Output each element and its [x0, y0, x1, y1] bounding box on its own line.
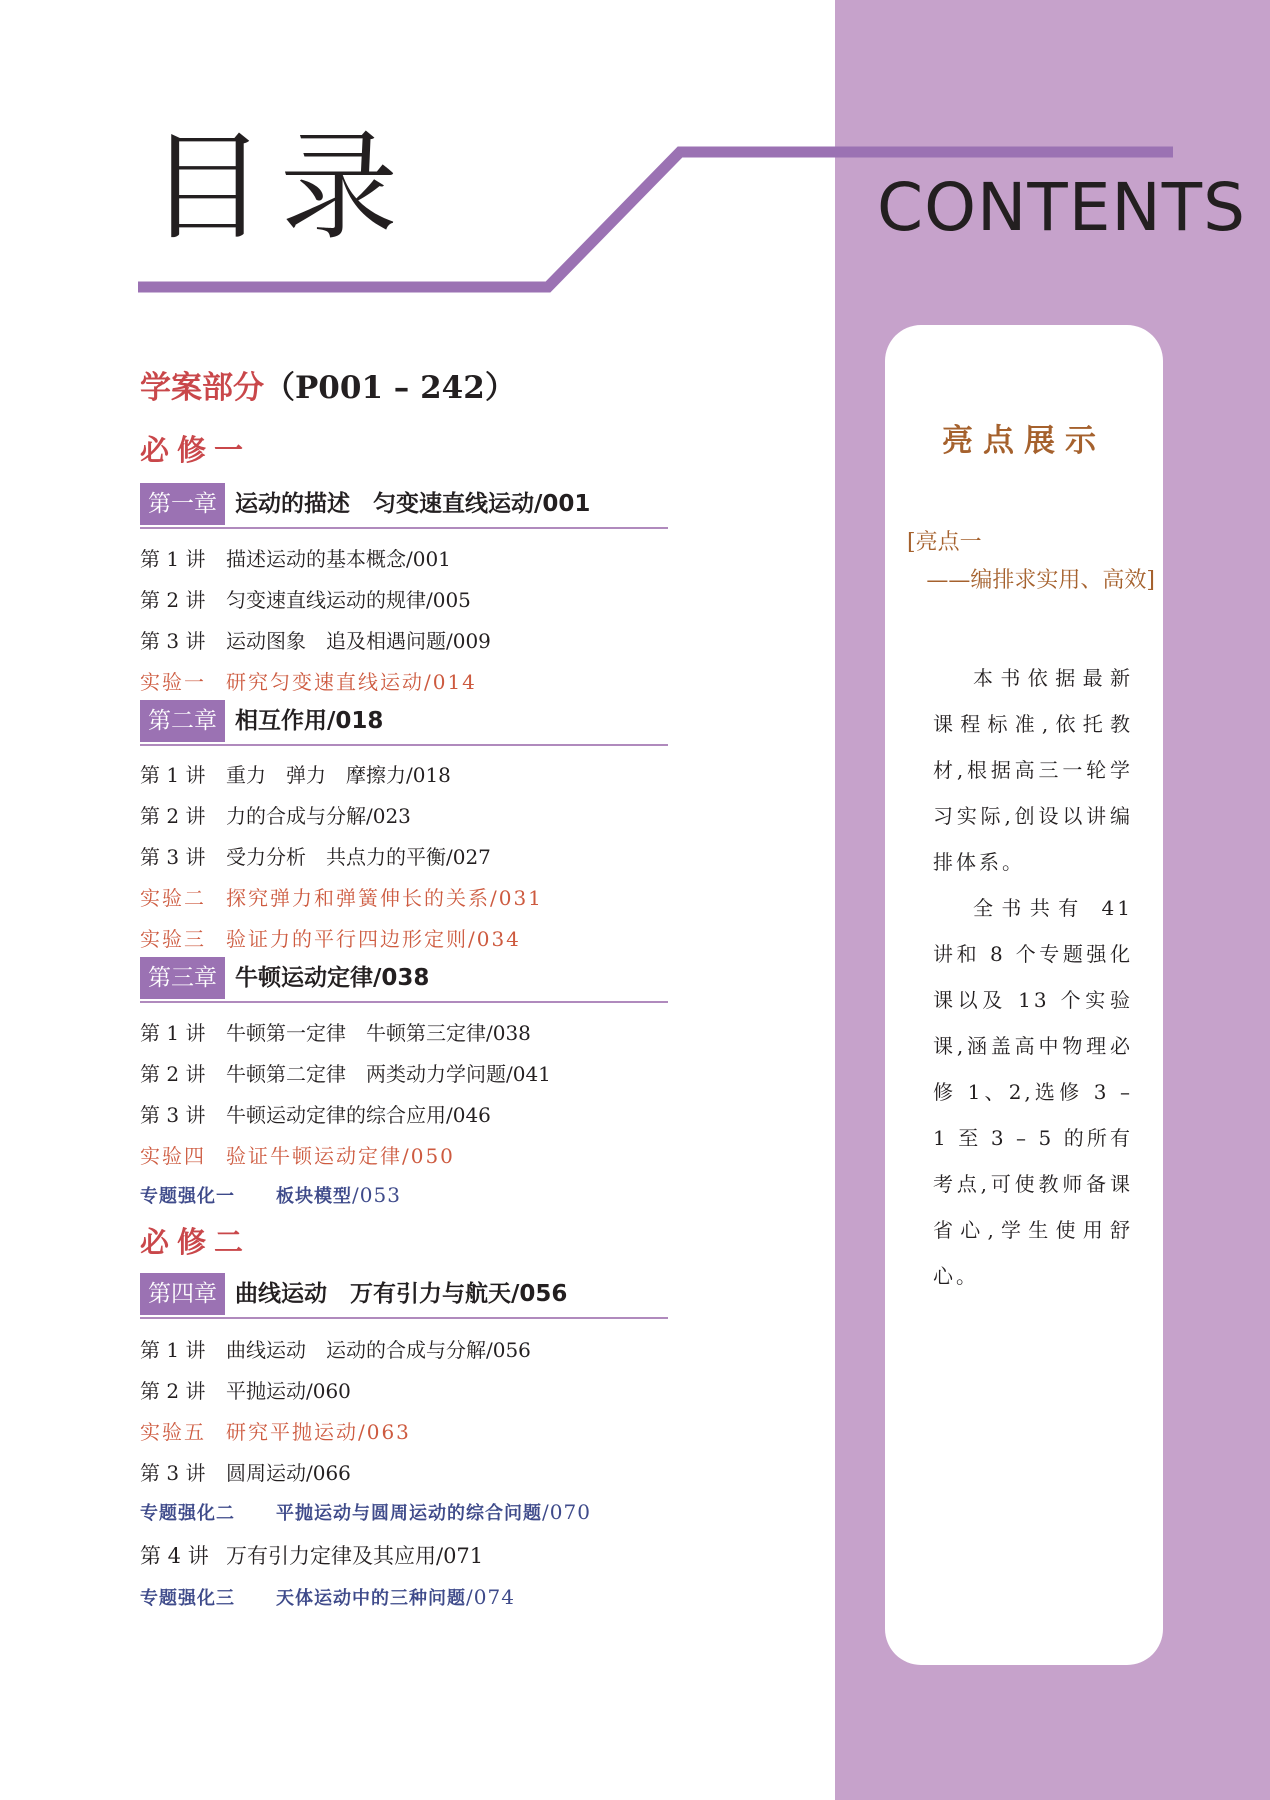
- chapter-heading[interactable]: [140, 1273, 668, 1319]
- entry-text: 运动图象 追及相遇问题/009: [226, 629, 491, 653]
- highlight-subtitle-2: ——编排求实用、高效]: [926, 568, 1155, 593]
- entry-label: 第 2 讲: [140, 588, 206, 612]
- module-heading: 必修一: [140, 433, 252, 467]
- entry-page: /074: [466, 1585, 515, 1609]
- part-name: 学案部分: [140, 370, 264, 406]
- toc-entry[interactable]: [140, 759, 451, 788]
- entry-text: 天体运动中的三种问题: [276, 1588, 466, 1609]
- highlight-paragraph: 本书依据最新课程标准,依托教材,根据高三一轮学习实际,创设以讲编排体系。: [933, 666, 1133, 874]
- highlight-body: [933, 655, 1133, 1299]
- part-heading: [140, 362, 516, 407]
- entry-text: 牛顿第一定律 牛顿第三定律/038: [226, 1021, 531, 1045]
- entry-label: 第 1 讲: [140, 1338, 206, 1362]
- entry-page: /053: [352, 1183, 401, 1207]
- special-topic-entry[interactable]: [140, 1584, 515, 1610]
- entry-text: 重力 弹力 摩擦力/018: [226, 763, 451, 787]
- entry-text: 平抛运动与圆周运动的综合问题: [276, 1503, 542, 1524]
- entry-label: 第 2 讲: [140, 1062, 206, 1086]
- entry-label: 第 1 讲: [140, 763, 206, 787]
- entry-text: 探究弹力和弹簧伸长的关系/031: [226, 886, 543, 910]
- toc-entry[interactable]: [140, 1457, 351, 1486]
- toc-entry[interactable]: [140, 625, 491, 654]
- entry-label: 第 3 讲: [140, 1103, 206, 1127]
- experiment-entry[interactable]: [140, 882, 543, 911]
- entry-label: 专题强化一: [140, 1186, 235, 1207]
- entry-label: 第 3 讲: [140, 629, 206, 653]
- entry-label: 专题强化三: [140, 1588, 235, 1609]
- highlight-title: 亮点展示: [942, 423, 1106, 459]
- toc-entry[interactable]: [140, 1540, 483, 1570]
- entry-text: 万有引力定律及其应用/071: [226, 1544, 484, 1568]
- entry-label: 第 2 讲: [140, 804, 206, 828]
- module-heading: 必修二: [140, 1225, 252, 1259]
- highlight-subtitle-1: [亮点一: [907, 530, 982, 555]
- highlight-panel: [885, 325, 1163, 1665]
- entry-text: 曲线运动 运动的合成与分解/056: [226, 1338, 531, 1362]
- chapter-heading[interactable]: [140, 700, 668, 746]
- entry-text: 受力分析 共点力的平衡/027: [226, 845, 491, 869]
- chapter-title: 牛顿运动定律/038: [235, 965, 430, 991]
- entry-text: 平抛运动/060: [226, 1379, 351, 1403]
- entry-label: 专题强化二: [140, 1503, 235, 1524]
- entry-text: 验证牛顿运动定律/050: [226, 1144, 455, 1168]
- entry-text: 圆周运动/066: [226, 1461, 351, 1485]
- entry-text: 牛顿运动定律的综合应用/046: [226, 1103, 491, 1127]
- experiment-entry[interactable]: [140, 923, 521, 952]
- entry-text: 匀变速直线运动的规律/005: [226, 588, 471, 612]
- special-topic-entry[interactable]: [140, 1182, 401, 1208]
- entry-text: 板块模型: [276, 1186, 352, 1207]
- toc-entry[interactable]: [140, 584, 471, 613]
- toc-entry[interactable]: [140, 543, 451, 572]
- chapter-title: 曲线运动 万有引力与航天/056: [235, 1281, 568, 1307]
- entry-label: 实验四: [140, 1144, 206, 1168]
- entry-text: 验证力的平行四边形定则/034: [226, 927, 521, 951]
- entry-label: 第 1 讲: [140, 547, 206, 571]
- entry-label: 第 3 讲: [140, 845, 206, 869]
- chapter-tag: 第四章: [140, 1273, 225, 1315]
- chapter-tag: 第三章: [140, 957, 225, 999]
- chapter-heading[interactable]: [140, 957, 668, 1003]
- chapter-heading[interactable]: [140, 483, 668, 529]
- experiment-entry[interactable]: [140, 1416, 411, 1445]
- entry-text: 牛顿第二定律 两类动力学问题/041: [226, 1062, 551, 1086]
- chapter-tag: 第一章: [140, 483, 225, 525]
- entry-page: /070: [542, 1500, 591, 1524]
- entry-label: 实验三: [140, 927, 206, 951]
- toc-entry[interactable]: [140, 1058, 551, 1087]
- entry-label: 第 2 讲: [140, 1379, 206, 1403]
- toc-entry[interactable]: [140, 1375, 351, 1404]
- part-range: （P001 – 242）: [264, 370, 516, 406]
- page-title: 目录: [148, 118, 413, 256]
- toc-entry[interactable]: [140, 1099, 491, 1128]
- experiment-entry[interactable]: [140, 1140, 455, 1169]
- highlight-paragraph: 全书共有 41 讲和 8 个专题强化课以及 13 个实验课,涵盖高中物理必修 1、2,选修 3 – 1 至 3 – 5 的所有考点,可使教师备课省心,学生使用舒心。: [933, 896, 1133, 1288]
- experiment-entry[interactable]: [140, 666, 477, 695]
- entry-label: 实验五: [140, 1420, 206, 1444]
- chapter-title: 相互作用/018: [235, 708, 384, 734]
- toc-entry[interactable]: [140, 841, 491, 870]
- entry-label: 第 3 讲: [140, 1461, 206, 1485]
- entry-label: 第 4 讲: [140, 1544, 209, 1568]
- entry-label: 第 1 讲: [140, 1021, 206, 1045]
- entry-label: 实验二: [140, 886, 206, 910]
- toc-entry[interactable]: [140, 800, 411, 829]
- chapter-tag: 第二章: [140, 700, 225, 742]
- entry-text: 描述运动的基本概念/001: [226, 547, 451, 571]
- entry-label: 实验一: [140, 670, 206, 694]
- toc-entry[interactable]: [140, 1017, 531, 1046]
- page-title-english: CONTENTS: [877, 169, 1247, 246]
- toc-entry[interactable]: [140, 1334, 531, 1363]
- special-topic-entry[interactable]: [140, 1499, 591, 1525]
- entry-text: 研究平抛运动/063: [226, 1420, 411, 1444]
- chapter-title: 运动的描述 匀变速直线运动/001: [235, 491, 591, 517]
- entry-text: 力的合成与分解/023: [226, 804, 411, 828]
- entry-text: 研究匀变速直线运动/014: [226, 670, 477, 694]
